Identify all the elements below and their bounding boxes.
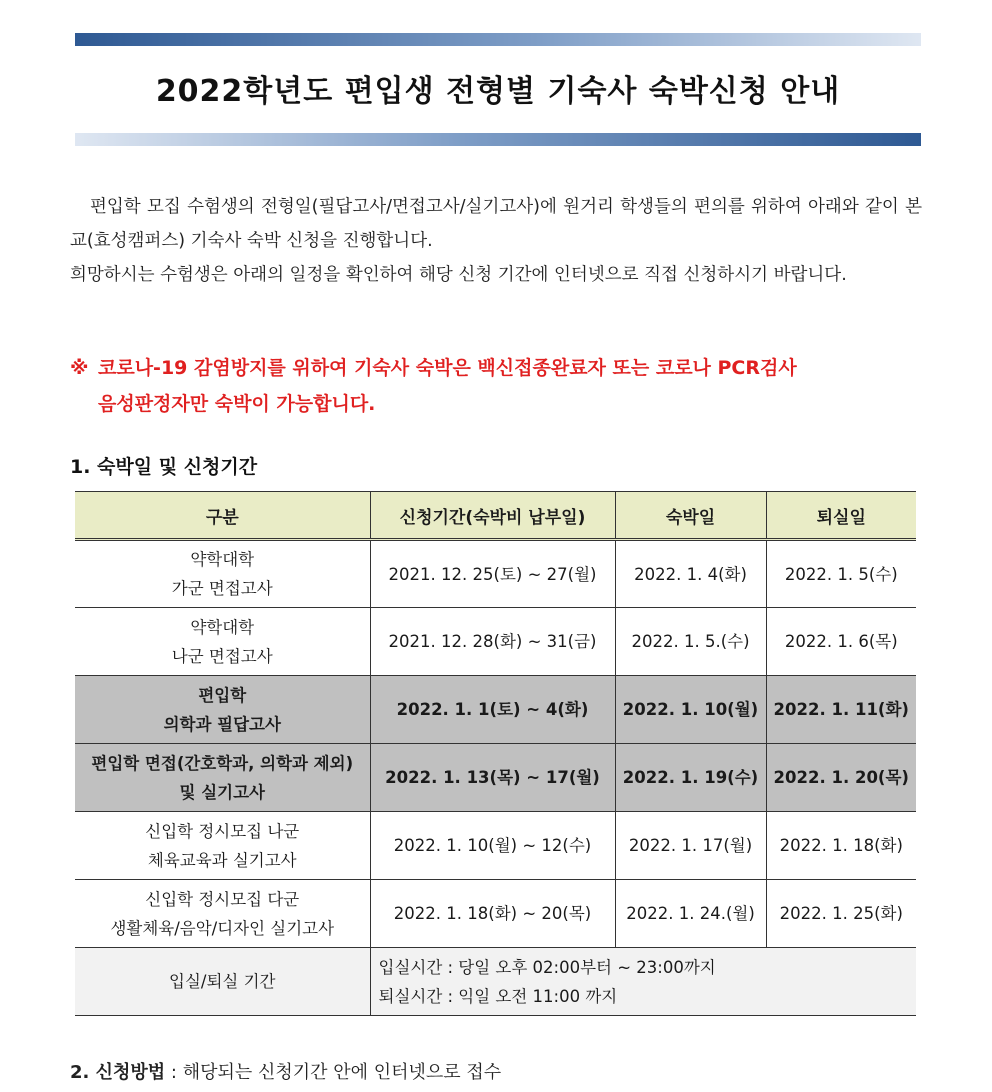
header-period: 신청기간(숙박비 납부일) [370,492,615,540]
row-period: 2022. 1. 1(토) ~ 4(화) [370,676,615,744]
section-2-heading [70,1058,501,1084]
checkin-checkout-label: 입실/퇴실 기간 [75,948,370,1016]
row-category: 신입학 정시모집 다군 생활체육/음악/디자인 실기고사 [75,880,370,948]
header-bar-top [75,33,921,46]
row-checkout: 2022. 1. 20(목) [766,744,916,812]
row-checkout: 2022. 1. 6(목) [766,608,916,676]
row-category: 약학대학 나군 면접고사 [75,608,370,676]
checkin-time: 입실시간 : 당일 오후 02:00부터 ~ 23:00까지 [378,957,716,977]
row-checkout: 2022. 1. 11(화) [766,676,916,744]
checkin-checkout-row [75,948,916,1016]
checkout-time: 퇴실시간 : 익일 오전 11:00 까지 [378,986,618,1006]
table-row [75,880,916,948]
covid-notice [70,350,922,422]
notice-line-2: 음성판정자만 숙박이 가능합니다. [98,393,376,415]
row-period: 2022. 1. 18(화) ~ 20(목) [370,880,615,948]
schedule-table [75,491,916,1016]
row-period: 2022. 1. 10(월) ~ 12(수) [370,812,615,880]
header-stay-date: 숙박일 [615,492,766,540]
row-period: 2022. 1. 13(목) ~ 17(월) [370,744,615,812]
notice-mark: ※ [70,357,89,379]
table-row [75,540,916,608]
table-row [75,812,916,880]
intro-line-1: 편입학 모집 수험생의 전형일(필답고사/면접고사/실기고사)에 원거리 학생들의 편의를 위하여 아래와 같이 본교(효성캠퍼스) 기숙사 숙박 신청을 진행합니다. [70,197,922,251]
header-checkout-date: 퇴실일 [766,492,916,540]
header-category: 구분 [75,492,370,540]
page-title: 2022학년도 편입생 전형별 기숙사 숙박신청 안내 [155,74,841,109]
table-row [75,744,916,812]
row-checkout: 2022. 1. 5(수) [766,540,916,608]
row-checkout: 2022. 1. 25(화) [766,880,916,948]
row-category: 신입학 정시모집 나군 체육교육과 실기고사 [75,812,370,880]
table-row [75,676,916,744]
row-stay: 2022. 1. 24.(월) [615,880,766,948]
row-category: 편입학 면접(간호학과, 의학과 제외) 및 실기고사 [75,744,370,812]
intro-paragraph [70,190,922,292]
row-period: 2021. 12. 28(화) ~ 31(금) [370,608,615,676]
row-stay: 2022. 1. 4(화) [615,540,766,608]
row-stay: 2022. 1. 19(수) [615,744,766,812]
notice-line-1: 코로나-19 감염방지를 위하여 기숙사 숙박은 백신접종완료자 또는 코로나 PCR검사 [98,357,797,379]
section-1-heading: 1. 숙박일 및 신청기간 [70,456,258,478]
row-period: 2021. 12. 25(토) ~ 27(월) [370,540,615,608]
row-category: 편입학 의학과 필답고사 [75,676,370,744]
row-category: 약학대학 가군 면접고사 [75,540,370,608]
section-2-title: 2. 신청방법 [70,1062,166,1083]
section-2-text: : 해당되는 신청기간 안에 인터넷으로 접수 [165,1062,502,1083]
row-stay: 2022. 1. 17(월) [615,812,766,880]
table-header-row [75,492,916,540]
checkin-checkout-times [370,948,916,1016]
row-stay: 2022. 1. 10(월) [615,676,766,744]
header-bar-bottom [75,133,921,146]
row-stay: 2022. 1. 5.(수) [615,608,766,676]
intro-line-2: 희망하시는 수험생은 아래의 일정을 확인하여 해당 신청 기간에 인터넷으로 직접 신청하시기 바랍니다. [70,265,847,285]
row-checkout: 2022. 1. 18(화) [766,812,916,880]
table-row [75,608,916,676]
